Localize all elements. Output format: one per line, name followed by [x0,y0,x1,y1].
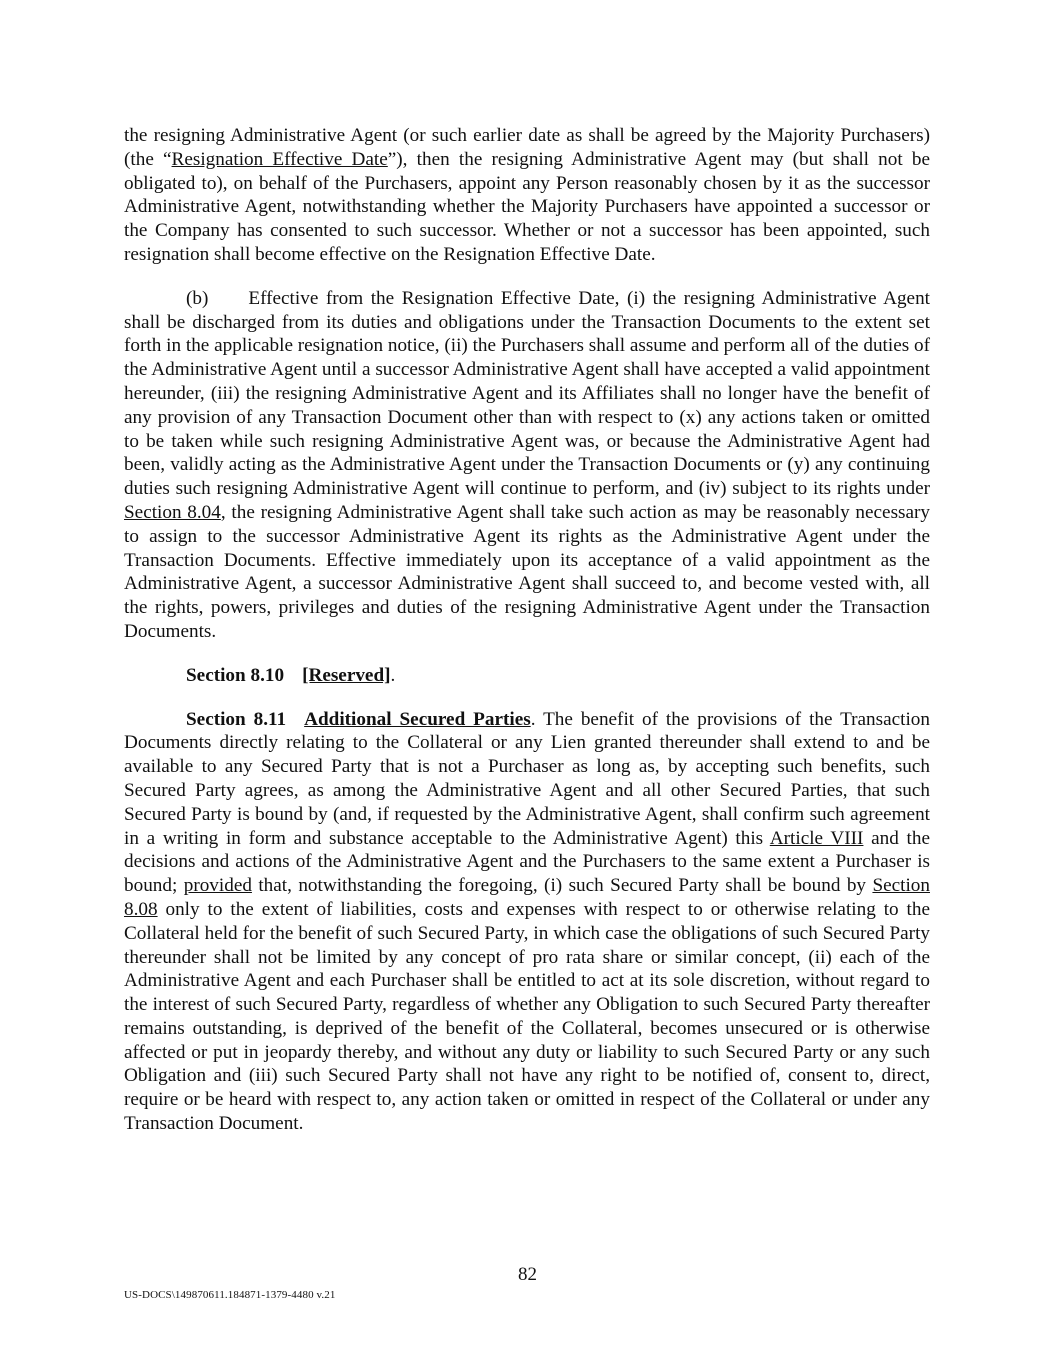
page-number: 82 [518,1264,537,1285]
section-8-11-text-4: only to the extent of liabilities, costs and expenses with respect to or otherwise relating to the Collateral held for the benefit of such Secured Party, in which case the obligations of such Secured Party thereunder shall not be limited by any concept of pro rata share or similar concept, (ii) each of the Administrative Agent and each Purchaser shall be entitled to act at its sole discretion, without regard to the interest of such Secured Party, regardless of whether any Obligation to such Secured Party thereafter remains outstanding, is deprived of the benefit of the Collateral, becomes unsecured or is otherwise affected or put in jeopardy thereby, and without any duty or liability to such Secured Party or any such Obligation and (iii) such Secured Party shall not have any right to be notified of, consent to, direct, require or be heard with respect to, any action taken or omitted in respect of the Collateral or under any Transaction Document. [124,898,930,1135]
cross-ref-section-8-08: Section 8.08 [124,875,930,920]
section-8-11-number: Section 8.11 [186,708,287,730]
section-8-10-number: Section 8.10 [186,664,285,686]
document-body [124,124,930,1156]
section-8-11-text-3: that, notwithstanding the foregoing, (i) such Secured Party shall be bound by [251,875,873,897]
paragraph-resignation-effective-date [124,124,930,267]
para1-text-1: the resigning Administrative Agent (or such earlier date as shall be agreed by the Majority Purchasers) (the “ [124,125,930,170]
paragraph-b-label: (b) [186,287,209,309]
section-8-10-title: [Reserved] [302,664,391,686]
proviso-provided: provided [183,875,252,897]
defined-term-resignation-effective-date: Resignation Effective Date [171,148,388,170]
section-8-10 [124,664,930,688]
document-footer-id: US-DOCS\149870611.184871-1379-4480 v.21 [124,1289,336,1301]
para2-text-2: , the resigning Administrative Agent shall take such action as may be reasonably necessary to assign to the successor Administrative Agent its rights as the Administrative Agent under the Transaction Documents. Effective immediately upon its acceptance of a valid appointment as the Administrative Agent, a successor Administrative Agent shall succeed to, and become vested with, all the rights, powers, privileges and duties of the resigning Administrative Agent under the Transaction Documents. [124,501,930,642]
paragraph-b [124,287,930,644]
section-8-10-period: . [390,664,396,686]
cross-ref-article-viii: Article VIII [769,827,864,849]
para2-text-1: Effective from the Resignation Effective Date, (i) the resigning Administrative Agent shall be discharged from its duties and obligations under the Transaction Documents to the extent set forth in the applicable resignation notice, (ii) the Purchasers shall assume and perform all of the duties of the Administrative Agent until a successor Administrative Agent shall have accepted a valid appointment hereunder, (iii) the resigning Administrative Agent and its Affiliates shall no longer have the benefit of any provision of any Transaction Document other than with respect to (x) any actions taken or omitted to be taken while such resigning Administrative Agent was, or because the Administrative Agent had been, validly acting as the Administrative Agent under the Transaction Documents or (y) any continuing duties such resigning Administrative Agent will continue to perform, and (iv) subject to its rights under [124,287,930,500]
section-8-11-text-2: and the decisions and actions of the Administrative Agent and the Purchasers to the same extent a Purchaser is bound; [124,827,930,897]
cross-ref-section-8-04: Section 8.04 [124,501,221,523]
section-8-11-text-1: . The benefit of the provisions of the Transaction Documents directly relating to the Collateral or any Lien granted thereunder shall extend to and be available to any Secured Party that is not a Purchaser as long as, by accepting such benefits, such Secured Party agrees, as among the Administrative Agent and all other Secured Parties, that such Secured Party is bound by (and, if requested by the Administrative Agent, shall confirm such agreement in a writing in form and substance acceptable to the Administrative Agent) this [124,708,930,849]
section-8-11 [124,708,930,1136]
section-8-11-title: Additional Secured Parties [304,708,531,730]
para1-text-2: ”), then the resigning Administrative Agent may (but shall not be obligated to), on behalf of the Purchasers, appoint any Person reasonably chosen by it as the successor Administrative Agent, notwithstanding whether the Majority Purchasers have appointed a successor or the Company has consented to such successor. Whether or not a successor has been appointed, such resignation shall become effective on the Resignation Effective Date. [124,148,930,265]
